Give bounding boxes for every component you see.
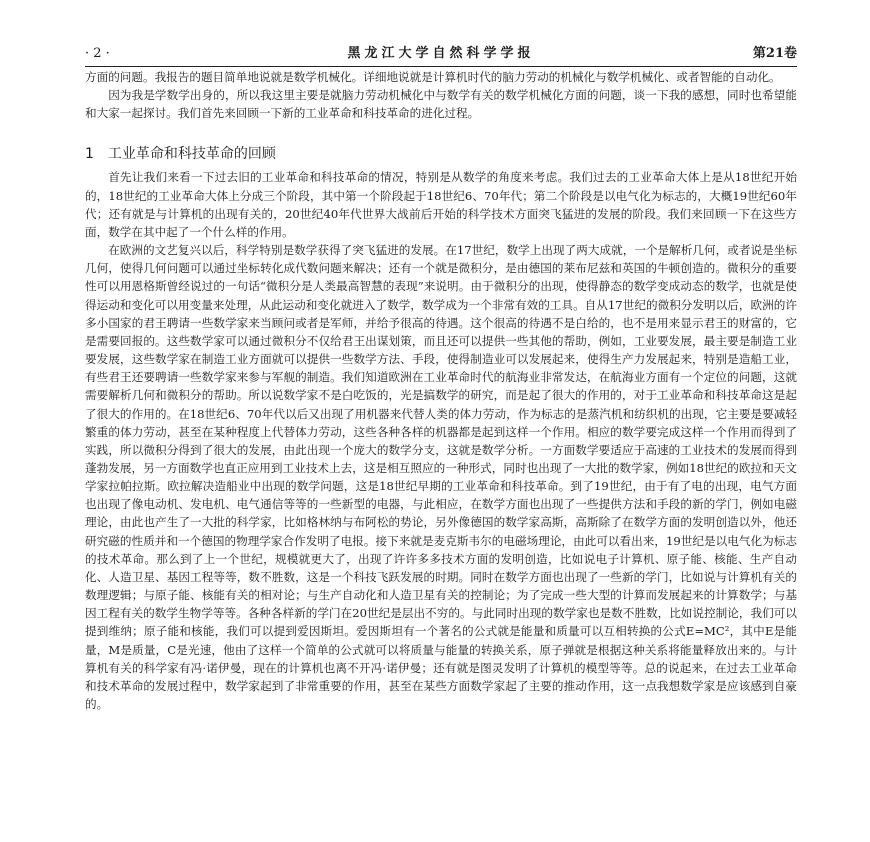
page-number: · 2 · [85, 46, 110, 61]
section-heading [85, 144, 797, 164]
paragraph-intro: 因为我是学数学出身的，所以我这里主要是就脑力劳动机械化中与数学有关的数学机械化方面的问题，谈一下我的感想，同时也希望能和大家一起探讨。我们首先来回顾一下新的工业革命和科技革命的进化过程。 [85, 88, 797, 121]
paragraph-continued: 方面的问题。我报告的题目简单地说就是数学机械化。详细地说就是计算机时代的脑力劳动的机械化与数学机械化、或者智能的自动化。 [85, 70, 781, 84]
paragraph-section-1: 首先让我们来看一下过去旧的工业革命和科技革命的情况，特别是从数学的角度来考虑。我们过去的工业革命大体上是从18世纪开始的，18世纪的工业革命大体上分成三个阶段，其中第一个阶段起于18世纪6、70年代；第二个阶段是以电气化为标志的，大概19世纪60年代；还有就是与计算机的出现有关的，20世纪40年代世界大战前后开始的科学技术方面突飞猛进的发展的阶段。我们来回顾一下在这些方面，数学在其中起了一个什么样的作用。 [85, 170, 797, 239]
section-title: 工业革命和科技革命的回顾 [107, 146, 276, 163]
section-gap [85, 122, 797, 131]
paragraph-section-2: 在欧洲的文艺复兴以后，科学特别是数学获得了突飞猛进的发展。在17世纪，数学上出现了两大成就，一个是解析几何，或者说是坐标几何，使得几何问题可以通过坐标转化成代数问题来解决；还有一个就是微积分，是由德国的莱布尼兹和英国的牛顿创造的。微积分的重要性可以用恩格斯曾经说过的一句话“微积分是人类最高智慧的表现”来说明。由于微积分的出现，使得静态的数学变成动态的数学，也就是使得运动和变化可以用变量来处理，从此运动和变化就进入了数学，数学成为一个非常有效的工具。自从17世纪的微积分发明以后，欧洲的许多小国家的君王聘请一些数学家来当顾问或者是军师，并给予很高的待遇。这个很高的待遇不是白给的，也不是用来显示君王的财富的，它是需要回报的。这些数学家可以通过微积分不仅给君王出谋划策，而且还可以提供一些其他的帮助，例如，工业要发展，最主要是制造工业要发展，这些数学家在制造工业方面就可以提供一些数学方法、手段，使得制造业可以发展起来，使得生产力发展起来，特别是造船工业，有些君王还要聘请一些数学家来参与军舰的制造。我们知道欧洲在工业革命时代的航海业非常发达，在航海业方面有一个定位的问题，这就需要解析几何和微积分的帮助。所以说数学家不是白吃饭的，光是搞数学的研究，而是起了很大的作用的，对于工业革命和科技革命这是起了很大的作用的。在18世纪6、70年代以后又出现了用机器来代替人类的体力劳动，作为标志的是蒸汽机和纺织机的出现，它主要是要减轻繁重的体力劳动，甚至在某种程度上代替体力劳动，这些各种各样的机器都是起到这样一个作用。相应的数学要完成这样一个作用而得到了实践，所以微积分得到了很大的发展，由此出现一个庞大的数学分支，这就是数学分析。一方面数学要适应于高速的工业技术的发展而得到蓬勃发展，另一方面数学也直正应用到工业技术上去，这是相互照应的一种形式，同时也出现了一大批的数学家，例如18世纪的欧拉和天文学家拉帕拉斯。欧拉解决造船业中出现的数学问题，这是18世纪早期的工业革命和科技革命。到了19世纪，由于有了电的出现，电气方面也出现了像电动机、发电机、电气通信等等的一些新型的电器，与此相应，在数学方面也出现了一些提供方法和手段的新的学门，例如电磁理论，由此也产生了一大批的科学家，比如格林纳与布阿松的势论，另外像德国的数学家高斯，高斯除了在数学方面的发明创造以外，他还研究磁的性质并和一个德国的物理学家合作发明了电报。接下来就是麦克斯韦尔的电磁场理论，由此可以看出来，19世纪是以电气化为标志的技术革命。那么到了上一个世纪，规模就更大了，出现了许许多多技术方面的发明创造，比如说电子计算机、原子能、核能、生产自动化、人造卫星、基因工程等等，数不胜数，这是一个科技飞跃发展的时期。同时在数学方面也出现了一些新的学门，比如说与计算机有关的数理逻辑；与原子能、核能有关的相对论；与生产自动化和人造卫星有关的控制论；为了完成一些大型的计算而发展起来的计算数学；与基因工程有关的数学生物学等等。各种各样新的学门在20世纪是层出不穷的。与此同时出现的数学家也是数不胜数，比如说控制论，我们可以提到维纳；原子能和核能，我们可以提到爱因斯坦。爱因斯坦有一个著名的公式就是能量和质量可以互相转换的公式E=MC²，其中E是能量，M是质量，C是光速，他由了这样一个简单的公式就可以将质量与能量的转换关系，原子弹就是根据这种关系将能量释放出来的。与计算机有关的科学家有冯·诺伊曼，现在的计算机也离不开冯·诺伊曼；还有就是图灵发明了计算机的模型等等。总的说起来，在过去工业革命和技术革命的发展过程中，数学家起到了非常重要的作用，甚至在某些方面数学家起了主要的推动作用，这一点我想数学家是应该感到自豪的。 [85, 243, 797, 711]
header-rule [85, 66, 797, 67]
volume-label: 第21卷 [752, 46, 797, 61]
journal-title: 黑龙江大学自然科学学报 [347, 46, 535, 61]
running-header [85, 44, 797, 64]
section-number: 1 [85, 146, 94, 163]
article-body [85, 68, 797, 713]
